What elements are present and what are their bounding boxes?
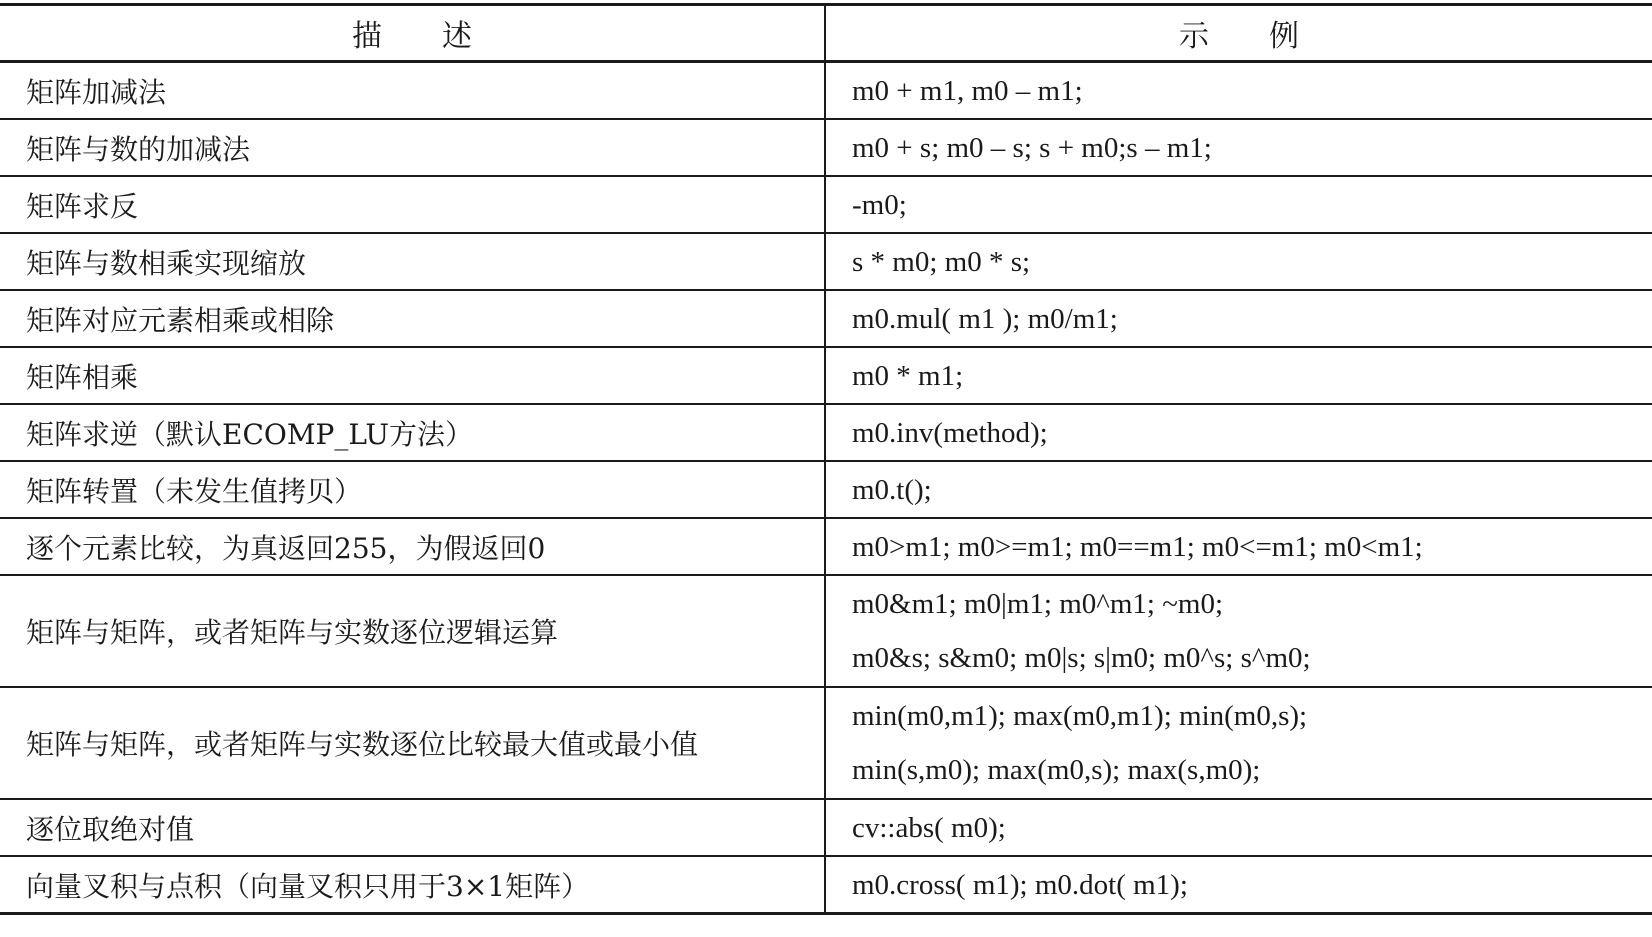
example-code-line: min(m0,m1); max(m0,m1); min(m0,s);	[852, 700, 1308, 732]
description-cell: 矩阵与数相乘实现缩放	[0, 233, 825, 290]
table-row	[0, 575, 1652, 687]
example-code-line: s * m0; m0 * s;	[852, 245, 1031, 278]
description-cell: 矩阵加减法	[0, 62, 825, 120]
example-cell	[825, 62, 1652, 120]
example-cell	[825, 687, 1652, 799]
table-row	[0, 518, 1652, 575]
example-code-line: -m0;	[852, 188, 907, 221]
example-header-char-2: 例	[1269, 19, 1299, 54]
example-cell	[825, 461, 1652, 518]
example-code-line: m0&s; s&m0; m0|s; s|m0; m0^s; s^m0;	[852, 642, 1311, 674]
example-cell	[825, 799, 1652, 856]
example-cell	[825, 575, 1652, 687]
table-row	[0, 799, 1652, 856]
example-cell	[825, 119, 1652, 176]
example-code-line: m0.inv(method);	[852, 416, 1048, 449]
table-row	[0, 461, 1652, 518]
table-row	[0, 62, 1652, 120]
example-cell	[825, 518, 1652, 575]
description-header-char-1: 描	[352, 19, 382, 54]
description-column-header	[0, 5, 825, 62]
matrix-operations-table-wrapper	[0, 3, 1652, 915]
example-cell	[825, 404, 1652, 461]
description-cell: 矩阵求反	[0, 176, 825, 233]
table-row	[0, 290, 1652, 347]
example-code-line: m0.mul( m1 ); m0/m1;	[852, 302, 1118, 335]
table-row	[0, 233, 1652, 290]
description-cell: 矩阵与矩阵，或者矩阵与实数逐位逻辑运算	[0, 575, 825, 687]
example-column-header	[825, 5, 1652, 62]
description-cell: 矩阵相乘	[0, 347, 825, 404]
table-row	[0, 687, 1652, 799]
example-header-char-1: 示	[1179, 19, 1209, 54]
description-cell: 矩阵与矩阵，或者矩阵与实数逐位比较最大值或最小值	[0, 687, 825, 799]
example-cell	[825, 347, 1652, 404]
description-cell: 逐位取绝对值	[0, 799, 825, 856]
description-cell: 矩阵求逆（默认ECOMP_LU方法）	[0, 404, 825, 461]
example-cell	[825, 856, 1652, 914]
example-cell	[825, 290, 1652, 347]
example-code-line: min(s,m0); max(m0,s); max(s,m0);	[852, 754, 1261, 786]
table-header-row	[0, 5, 1652, 62]
example-code-line: m0>m1; m0>=m1; m0==m1; m0<=m1; m0<m1;	[852, 530, 1423, 563]
matrix-operations-table	[0, 3, 1652, 915]
description-header-char-2: 述	[442, 19, 472, 54]
table-row	[0, 176, 1652, 233]
description-cell: 向量叉积与点积（向量叉积只用于3×1矩阵）	[0, 856, 825, 914]
example-code-line: m0.cross( m1); m0.dot( m1);	[852, 868, 1188, 901]
table-body	[0, 62, 1652, 914]
description-cell: 矩阵转置（未发生值拷贝）	[0, 461, 825, 518]
description-cell: 逐个元素比较，为真返回255，为假返回0	[0, 518, 825, 575]
table-row	[0, 856, 1652, 914]
example-cell	[825, 233, 1652, 290]
table-row	[0, 404, 1652, 461]
example-cell	[825, 176, 1652, 233]
description-cell: 矩阵与数的加减法	[0, 119, 825, 176]
example-code-line: m0 * m1;	[852, 359, 964, 392]
table-row	[0, 119, 1652, 176]
table-row	[0, 347, 1652, 404]
example-code-line: cv::abs( m0);	[852, 811, 1006, 844]
description-cell: 矩阵对应元素相乘或相除	[0, 290, 825, 347]
example-code-line: m0&m1; m0|m1; m0^m1; ~m0;	[852, 588, 1224, 620]
example-code-line: m0.t();	[852, 473, 932, 506]
example-code-line: m0 + m1, m0 – m1;	[852, 74, 1083, 107]
example-code-line: m0 + s; m0 – s; s + m0;s – m1;	[852, 131, 1212, 164]
